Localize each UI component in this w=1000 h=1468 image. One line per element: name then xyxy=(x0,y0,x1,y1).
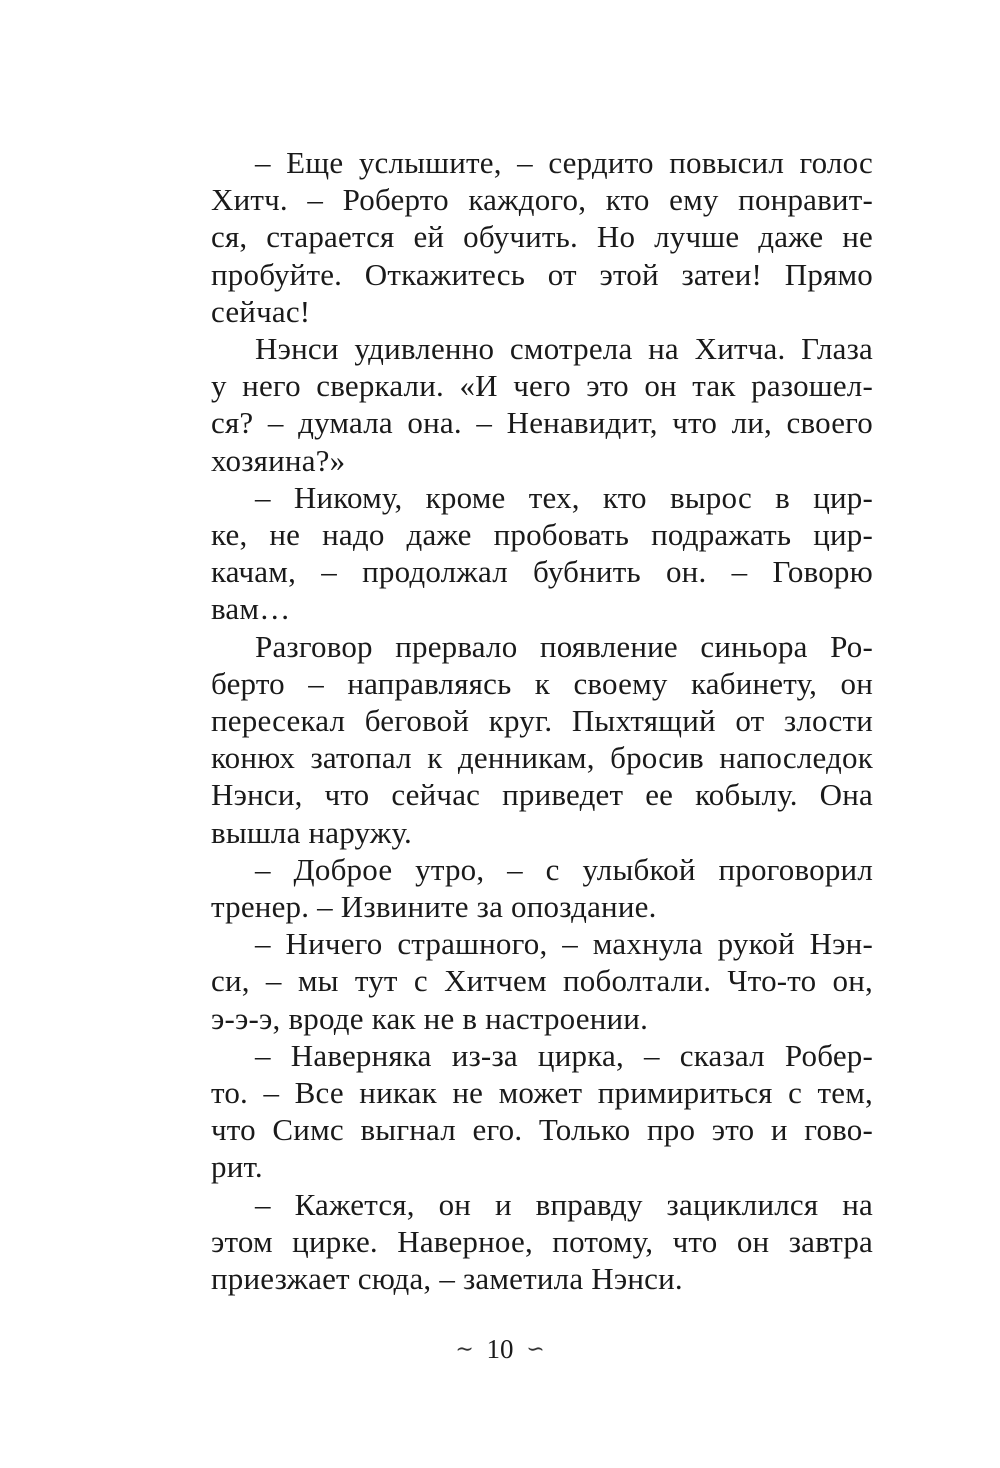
page-number: 10 xyxy=(486,1334,514,1364)
text-line: сейчас! xyxy=(211,293,311,329)
text-line: пробуйте. Откажитесь от этой затеи! Прямо xyxy=(211,256,873,292)
text-line: пересекал беговой круг. Пыхтящий от злости xyxy=(211,703,873,739)
text-line: тренер. – Извините за опоздание. xyxy=(211,889,657,925)
text-line: Нэнси, что сейчас приведет ее кобылу. Она xyxy=(211,777,873,813)
page-footer xyxy=(0,1333,1000,1365)
text-line: э-э-э, вроде как не в настроении. xyxy=(211,1000,649,1036)
text-line: Разговор прервало появление синьора Ро- xyxy=(255,628,873,664)
text-line: рит. xyxy=(211,1149,263,1185)
text-line: – Кажется, он и вправду зациклился на xyxy=(255,1186,873,1222)
text-line: берто – направляясь к своему кабинету, он xyxy=(211,665,873,701)
text-line: ся, старается ей обучить. Но лучше даже не xyxy=(211,219,873,255)
text-line: – Еще услышите, – сердито повысил голос xyxy=(255,145,873,180)
text-line: что Симс выгнал его. Только про это и гово- xyxy=(211,1112,873,1148)
text-line: приезжает сюда, – заметила Нэнси. xyxy=(211,1261,683,1297)
text-line: у него сверкали. «И чего это он так разошел- xyxy=(211,368,873,404)
text-line: то. – Все никак не может примириться с тем, xyxy=(211,1075,873,1111)
text-line: хозяина?» xyxy=(211,442,346,478)
text-line: си, – мы тут с Хитчем поболтали. Что-то он, xyxy=(211,963,873,999)
text-line: этом цирке. Наверное, потому, что он завтра xyxy=(211,1223,873,1259)
text-line: ке, не надо даже пробовать подражать цир- xyxy=(211,517,873,553)
text-line: – Наверняка из-за цирка, – сказал Робер- xyxy=(255,1037,873,1073)
text-line: конюх затопал к денникам, бросив напоследок xyxy=(211,740,873,776)
text-line: вышла наружу. xyxy=(211,814,413,850)
text-line: Нэнси удивленно смотрела на Хитча. Глаза xyxy=(255,331,873,367)
text-line: ся? – думала она. – Ненавидит, что ли, своего xyxy=(211,405,873,441)
right-ornament-icon: ∽ xyxy=(526,1336,545,1361)
body-text xyxy=(211,144,873,1297)
text-line: – Доброе утро, – с улыбкой проговорил xyxy=(255,851,873,887)
text-line: – Никому, кроме тех, кто вырос в цир- xyxy=(255,479,873,515)
text-line: качам, – продолжал бубнить он. – Говорю xyxy=(211,554,873,590)
left-ornament-icon: ∼ xyxy=(455,1336,474,1361)
text-line: вам… xyxy=(211,591,291,627)
text-line: – Ничего страшного, – махнула рукой Нэн- xyxy=(255,926,873,962)
text-line: Хитч. – Роберто каждого, кто ему понравит- xyxy=(211,182,873,218)
